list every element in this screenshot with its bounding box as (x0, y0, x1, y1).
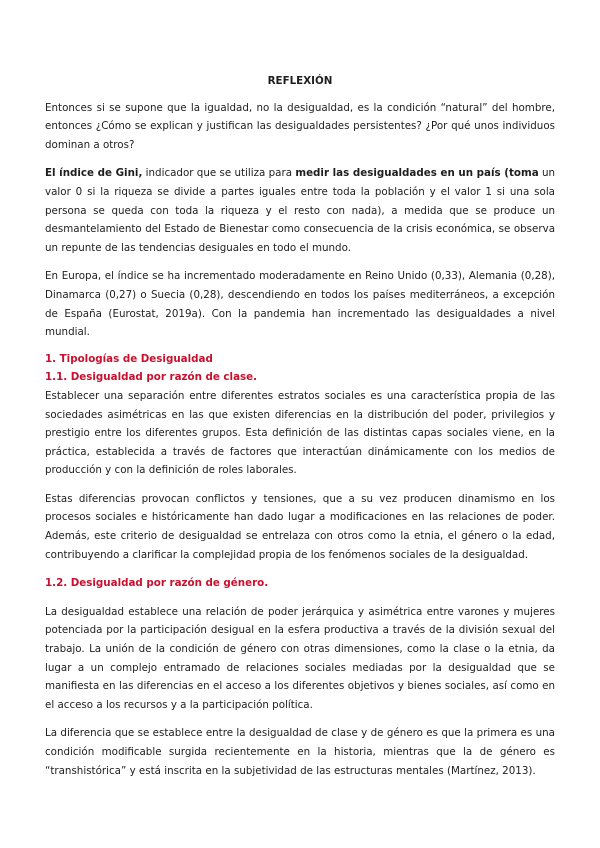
europe-paragraph: En Europa, el índice se ha incrementado moderadamente en Reino Unido (0,33), Alemania (0,28), Dinamarca (0,27) o Suecia (0,28), descendiendo en todos los países mediterráneos, a excepción de España (Eurostat, 2019a). Con la pandemia han incrementado las desigualdades a nivel mundial. (45, 270, 555, 339)
gini-paragraph (45, 164, 555, 257)
gini-bold-phrase: medir las desigualdades en un país (toma (295, 167, 539, 180)
class-paragraph-1: Establecer una separación entre diferentes estratos sociales es una característica propia de las sociedades asimétricas en las que existen diferencias en la distribución del poder, privilegios y prestigio entre los diferentes grupos. Esta definición de las distintas capas sociales viene, en la práctica, establecida a través de factores que interactúan dinámicamente con los medios de producción y con la definición de roles laborales. (45, 389, 555, 477)
gender-paragraph-1: La desigualdad establece una relación de poder jerárquica y asimétrica entre varones y mujeres potenciada por la participación desigual en la esfera productiva a través de la división sexual del trabajo. La unión de la condición de género con otras dimensiones, como la clase o la etnia, da lugar a un complejo entramado de relaciones sociales mediadas por la desigualdad que se manifiesta en las diferencias en el acceso a los diferentes objetivos y bienes sociales, así como en el acceso a los recursos y a la participación política. (45, 605, 555, 711)
intro-paragraph: Entonces si se supone que la igualdad, no la desigualdad, es la condición “natural” del hombre, entonces ¿Cómo se explican y justifican las desigualdades persistentes? ¿Por qué unos individuos dominan a otros? (45, 101, 555, 151)
class-paragraph-2: Estas diferencias provocan conflictos y tensiones, que a su vez producen dinamismo en los procesos sociales e históricamente han dado lugar a modificaciones en las relaciones de poder. Además, este criterio de desigualdad se entrelaza con otros como la etnia, el género o la edad, contribuyendo a clarificar la complejidad propia de los fenómenos sociales de la desigualdad. (45, 492, 555, 561)
gini-text-2: un valor 0 si la riqueza se divide a partes iguales entre toda la población y el valor 1 si una sola persona se queda con toda la riqueza y el resto con nada), a medida que se produce un desmantelamiento del Estado de Bienestar como consecuencia de la crisis económica, se observa un repunte de las tendencias desiguales en todo el mundo. (45, 167, 556, 254)
gini-text-1: indicador que se utiliza para (142, 167, 296, 180)
section-1-2-heading: 1.2. Desigualdad por razón de género. (45, 577, 269, 590)
gender-paragraph-2: La diferencia que se establece entre la desigualdad de clase y de género es que la primera es una condición modificable surgida recientemente en la historia, mientras que la de género es “transhistórica” y está inscrita en la subjetividad de las estructuras mentales (Martínez, 2013). (45, 727, 555, 777)
page-title: REFLEXIÓN (267, 75, 333, 87)
section-1-1-heading: 1.1. Desigualdad por razón de clase. (45, 371, 258, 384)
section-1-heading: 1. Tipologías de Desigualdad (45, 352, 213, 365)
gini-bold-term: El índice de Gini, (45, 167, 143, 180)
